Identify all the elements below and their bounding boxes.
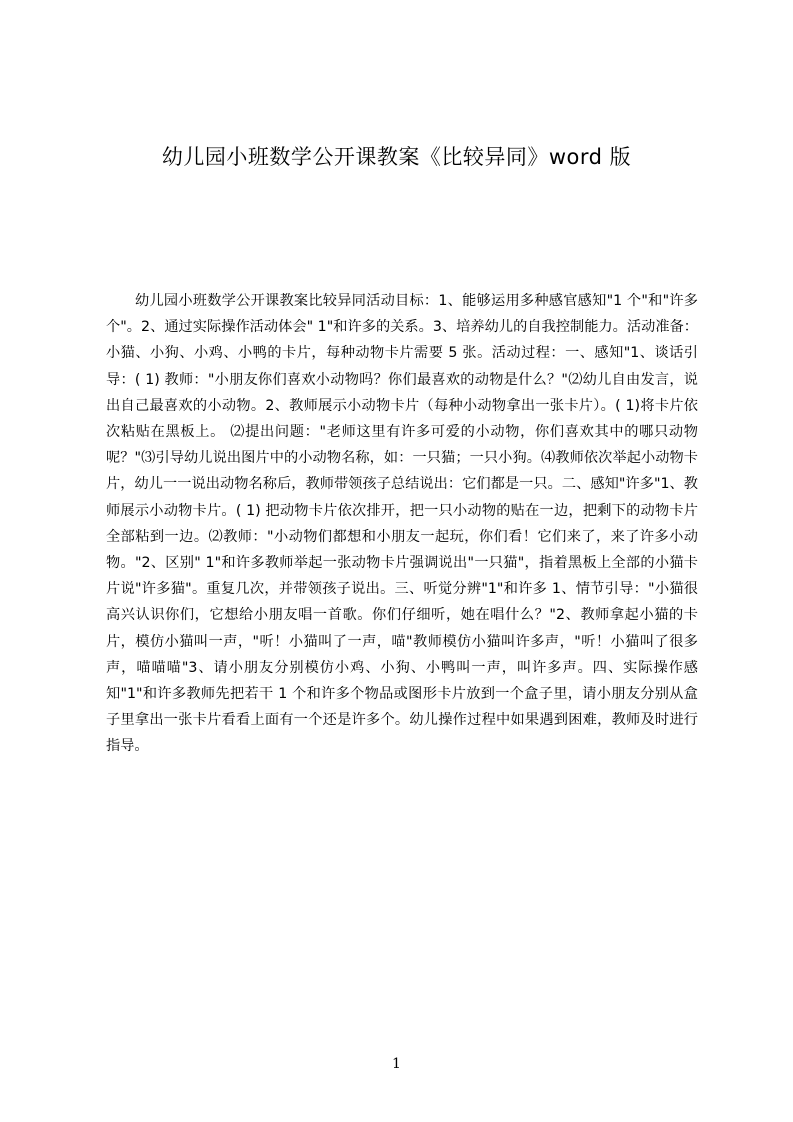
page-number: 1 — [392, 1056, 401, 1072]
document-title: 幼儿园小班数学公开课教案《比较异同》word 版 — [161, 145, 632, 169]
document-body-paragraph: 幼儿园小班数学公开课教案比较异同活动目标：1、能够运用多种感官感知"1 个"和"许多个"。2、通过实际操作活动体会" 1"和许多的关系。3、培养幼儿的自我控制能力。活动准备：小猫、小狗、小鸡、小鸭的卡片，每种动物卡片需要 5 张。活动过程：一、感知"1、谈话引导：( 1) 教师："小朋友你们喜欢小动物吗？你们最喜欢的动物是什么？"⑵幼儿自由发言，说出自己最喜欢的小动物。2、教师展示小动物卡片（每种小动物拿出一张卡片）。( 1)将卡片依次粘贴在黑板上。 ⑵提出问题："老师这里有许多可爱的小动物，你们喜欢其中的哪只动物呢？"⑶引导幼儿说出图片中的小动物名称，如：一只猫；一只小狗。⑷教师依次举起小动物卡片，幼儿一一说出动物名称后，教师带领孩子总结说出：它们都是一只。二、感知"许多"1、教师展示小动物卡片。( 1) 把动物卡片依次排开，把一只小动物的贴在一边，把剩下的动物卡片全部粘到一边。⑵教师："小动物们都想和小朋友一起玩，你们看！它们来了，来了许多小动物。"2、区别" 1"和许多教师举起一张动物卡片强调说出"一只猫"，指着黑板上全部的小猫卡片说"许多猫"。重复几次，并带领孩子说出。三、听觉分辨"1"和许多 1、情节引导："小猫很高兴认识你们，它想给小朋友唱一首歌。你们仔细听，她在唱什么？"2、教师拿起小猫的卡片，模仿小猫叫一声，"听！小猫叫了一声，喵"教师模仿小猫叫许多声，"听！小猫叫了很多声，喵喵喵"3、请小朋友分别模仿小鸡、小狗、小鸭叫一声，叫许多声。四、实际操作感知"1"和许多教师先把若干 1 个和许多个物品或图形卡片放到一个盒子里，请小朋友分别从盒子里拿出一张卡片看看上面有一个还是许多个。幼儿操作过程中如果遇到困难，教师及时进行指导。 — [106, 293, 698, 755]
